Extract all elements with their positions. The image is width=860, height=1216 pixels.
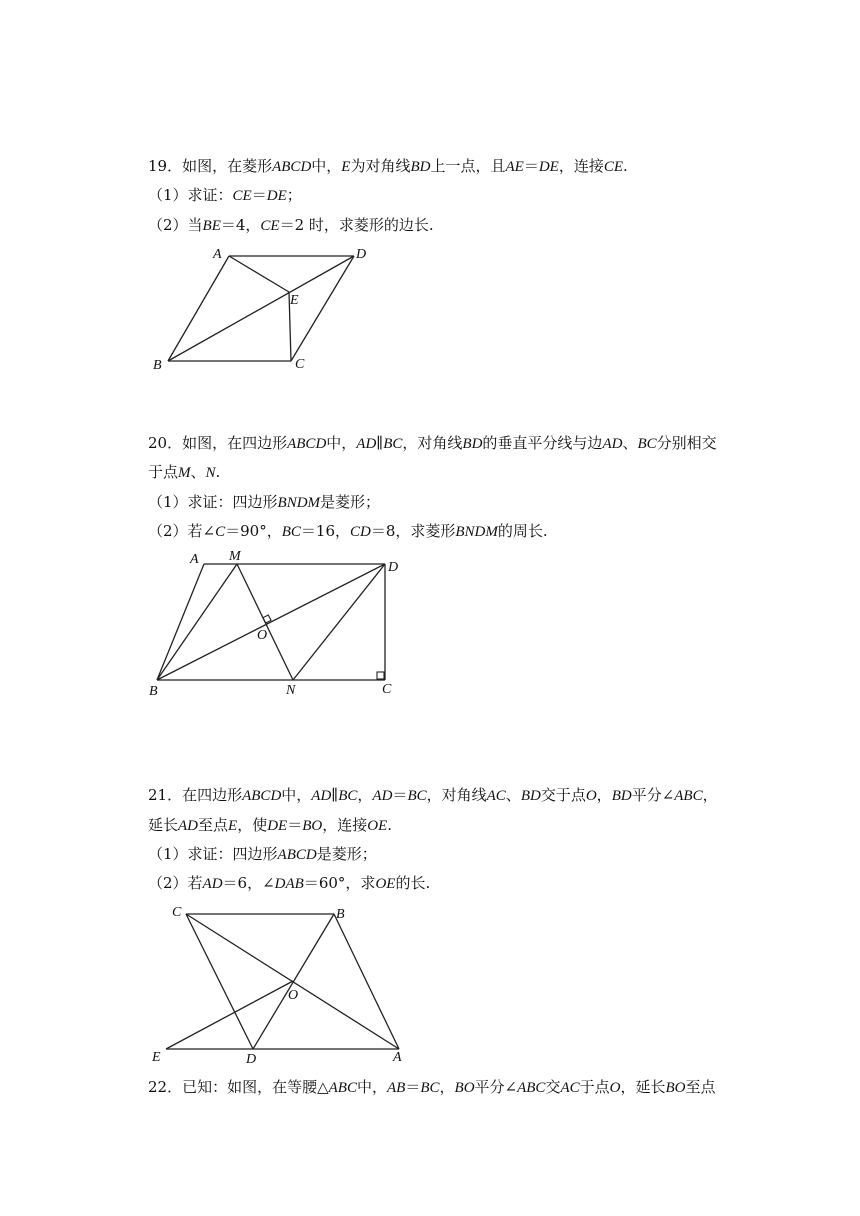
text-run: ，对角线	[426, 786, 487, 804]
right-angle-mark-O	[263, 615, 271, 623]
text-run: .	[387, 816, 393, 834]
diagonal-BD	[157, 564, 385, 680]
math-symbol: ABC	[517, 1080, 546, 1096]
math-symbol: E	[228, 818, 238, 834]
text-run: ，延长	[620, 1078, 666, 1096]
math-symbol: E	[341, 159, 351, 175]
label-D: D	[388, 560, 399, 575]
math-symbol: AD	[602, 436, 623, 452]
text-run: ，使	[237, 816, 268, 834]
math-symbol: DE	[538, 159, 559, 175]
problem-22-stem	[148, 1077, 716, 1098]
text-run: 于点	[579, 1078, 610, 1096]
text-run: （1）求证：四边形	[148, 493, 278, 511]
text-run: 至点	[198, 816, 229, 834]
text-run: 交	[545, 1078, 561, 1096]
math-symbol: ABCD	[242, 788, 282, 804]
text-run: 于点	[148, 463, 179, 481]
label-B: B	[153, 358, 162, 373]
text-run: 至点	[685, 1078, 716, 1096]
problem-19-part-2	[148, 215, 434, 236]
problem-number: 19．	[148, 157, 183, 175]
label-B: B	[149, 684, 158, 699]
text-run: 是菱形；	[320, 493, 381, 511]
problem-number: 20．	[148, 434, 183, 452]
text-run: （1）求证：	[148, 186, 233, 204]
text-run: ＝	[392, 786, 408, 804]
math-symbol: BO	[454, 1080, 475, 1096]
math-symbol: AD	[372, 788, 393, 804]
text-run: 上一点，且	[430, 157, 506, 175]
label-D: D	[356, 247, 367, 262]
text-run: ＝	[523, 157, 539, 175]
problem-21-stem	[148, 785, 718, 806]
text-run: ∥	[331, 786, 339, 804]
text-run: 的垂直平分线与边	[482, 434, 603, 452]
math-symbol: M	[178, 465, 191, 481]
text-run: ＝16，	[300, 522, 350, 540]
label-E: E	[290, 293, 299, 308]
problem-20-part-1	[148, 492, 380, 513]
problem-19-stem	[148, 156, 628, 177]
label-C: C	[382, 682, 392, 697]
text-run: 的长.	[395, 874, 431, 892]
segment-ND	[293, 564, 385, 680]
text-run: ＝4，	[220, 216, 261, 234]
math-symbol: CE	[603, 159, 624, 175]
math-symbol: AC	[560, 1080, 580, 1096]
math-symbol: BC	[637, 436, 657, 452]
math-symbol: BO	[665, 1080, 686, 1096]
math-symbol: BNDM	[277, 495, 321, 511]
segment-CD	[291, 256, 354, 361]
text-run: .	[215, 463, 221, 481]
text-run: .	[623, 157, 628, 175]
text-run: 平分∠	[631, 786, 675, 804]
text-run: ＝	[287, 816, 303, 834]
text-run: （2）若	[148, 874, 203, 892]
math-symbol: N	[205, 465, 216, 481]
text-run: 已知：如图，在等腰△	[182, 1078, 329, 1096]
text-run: 中，	[311, 157, 342, 175]
text-run: 中，	[356, 1078, 387, 1096]
label-A: A	[393, 1050, 402, 1065]
text-run: （1）求证：四边形	[148, 845, 278, 863]
diagonal-BD	[253, 914, 334, 1049]
math-symbol: ABC	[674, 788, 703, 804]
math-symbol: ABCD	[287, 436, 327, 452]
text-run: ＝	[251, 186, 267, 204]
math-symbol: BC	[281, 524, 301, 540]
math-symbol: DE	[266, 188, 287, 204]
text-run: 、	[622, 434, 638, 452]
math-symbol: ABCD	[277, 847, 317, 863]
segment-AB	[168, 256, 229, 361]
math-symbol: DE	[267, 818, 288, 834]
label-B: B	[336, 907, 345, 922]
math-symbol: CE	[232, 188, 252, 204]
math-symbol: BD	[611, 788, 632, 804]
text-run: 如图，在四边形	[182, 434, 288, 452]
text-run: ＝6，∠	[222, 874, 275, 892]
math-symbol: BC	[407, 788, 427, 804]
text-run: ＝90°，	[225, 522, 282, 540]
figure-20-quadrilateral	[145, 545, 405, 700]
text-run: 分别相交	[656, 434, 717, 452]
text-run: 、	[505, 786, 521, 804]
text-run: ，连接	[558, 157, 604, 175]
math-symbol: CD	[350, 524, 371, 540]
figure-19-rhombus	[150, 240, 380, 375]
text-run: ＝60°，求	[303, 874, 376, 892]
label-E: E	[152, 1050, 161, 1065]
right-angle-mark-C	[377, 672, 384, 679]
problem-21-stem-continued	[148, 815, 392, 836]
text-run: ，连接	[322, 816, 368, 834]
math-symbol: BO	[302, 818, 323, 834]
figure-21-rhombus	[148, 900, 413, 1065]
problem-20-part-2	[148, 521, 548, 542]
math-symbol: BC	[383, 436, 403, 452]
text-run: ，对角线	[402, 434, 463, 452]
label-O: O	[257, 628, 268, 643]
math-symbol: OE	[375, 876, 396, 892]
math-symbol: O	[609, 1080, 621, 1096]
text-run: 交于点	[540, 786, 586, 804]
math-symbol: BD	[410, 159, 431, 175]
math-symbol: C	[215, 524, 226, 540]
text-run: 中，	[326, 434, 357, 452]
math-symbol: ABC	[328, 1080, 357, 1096]
problem-21-part-2	[148, 873, 430, 894]
text-run: ，	[596, 786, 612, 804]
text-run: 如图，在菱形	[182, 157, 273, 175]
math-symbol: CE	[260, 218, 280, 234]
math-symbol: DAB	[274, 876, 304, 892]
math-symbol: BC	[420, 1080, 440, 1096]
math-symbol: BE	[202, 218, 221, 234]
text-run: 、	[190, 463, 206, 481]
math-symbol: O	[585, 788, 597, 804]
math-symbol: AD	[311, 788, 332, 804]
math-symbol: AD	[178, 818, 199, 834]
math-symbol: OE	[367, 818, 388, 834]
segment-AE	[229, 256, 289, 292]
text-run: 为对角线	[350, 157, 411, 175]
text-run: ；	[286, 186, 302, 204]
text-run: ，	[357, 786, 373, 804]
text-run: ，	[702, 786, 718, 804]
text-run: 是菱形；	[316, 845, 377, 863]
text-run: 延长	[148, 816, 179, 834]
text-run: ∥	[376, 434, 384, 452]
problem-19-part-1	[148, 185, 302, 206]
problem-21-part-1	[148, 844, 377, 865]
math-symbol: BD	[462, 436, 483, 452]
text-run: 平分∠	[474, 1078, 518, 1096]
diagonal-BD	[168, 256, 354, 361]
label-O: O	[288, 988, 299, 1003]
math-symbol: AC	[486, 788, 506, 804]
text-run: 的周长.	[497, 522, 548, 540]
math-symbol: AD	[202, 876, 223, 892]
label-A: A	[213, 247, 222, 262]
math-symbol: BNDM	[455, 524, 498, 540]
text-run: （2）若∠	[148, 522, 216, 540]
text-run: ＝8，求菱形	[370, 522, 456, 540]
math-symbol: BC	[338, 788, 358, 804]
math-symbol: ABCD	[272, 159, 312, 175]
label-A: A	[190, 552, 199, 567]
label-C: C	[295, 357, 305, 372]
segment-CD	[186, 914, 253, 1049]
math-symbol: BD	[520, 788, 541, 804]
text-run: 中，	[281, 786, 312, 804]
problem-20-stem-continued	[148, 462, 220, 483]
label-N: N	[286, 683, 296, 698]
math-symbol: AB	[387, 1080, 406, 1096]
text-run: （2）当	[148, 216, 203, 234]
problem-number: 21．	[148, 786, 183, 804]
text-run: ，	[439, 1078, 455, 1096]
text-run: 在四边形	[182, 786, 243, 804]
label-C: C	[172, 905, 182, 920]
label-M: M	[229, 549, 241, 564]
math-symbol: AE	[505, 159, 524, 175]
math-symbol: AD	[356, 436, 377, 452]
problem-number: 22．	[148, 1078, 183, 1096]
label-D: D	[246, 1052, 257, 1067]
text-run: ＝	[405, 1078, 421, 1096]
problem-20-stem	[148, 433, 717, 454]
text-run: ＝2 时，求菱形的边长.	[279, 216, 434, 234]
